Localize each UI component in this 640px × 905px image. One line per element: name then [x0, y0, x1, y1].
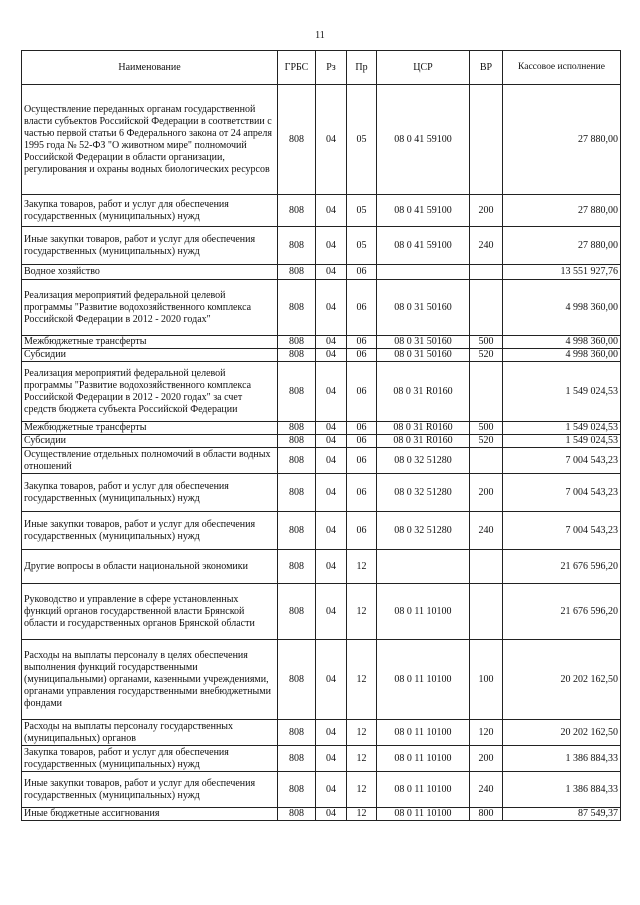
- cell-name: Другие вопросы в области национальной экономики: [22, 550, 278, 584]
- cell-vr: 200: [470, 746, 503, 772]
- cell-pr: 12: [347, 720, 377, 746]
- cell-vr: 240: [470, 227, 503, 265]
- cell-vr: [470, 550, 503, 584]
- cell-amount: 20 202 162,50: [503, 640, 621, 720]
- cell-vr: 520: [470, 435, 503, 448]
- cell-pr: 05: [347, 195, 377, 227]
- cell-pr: 12: [347, 584, 377, 640]
- cell-grbs: 808: [278, 512, 316, 550]
- cell-grbs: 808: [278, 265, 316, 280]
- cell-pr: 05: [347, 227, 377, 265]
- cell-pr: 06: [347, 448, 377, 474]
- cell-pr: 12: [347, 640, 377, 720]
- cell-rz: 04: [316, 362, 347, 422]
- cell-amount: 4 998 360,00: [503, 336, 621, 349]
- cell-rz: 04: [316, 349, 347, 362]
- cell-amount: 87 549,37: [503, 808, 621, 821]
- table-row: [22, 195, 621, 227]
- table-row: [22, 265, 621, 280]
- cell-grbs: 808: [278, 227, 316, 265]
- cell-name: Иные закупки товаров, работ и услуг для обеспечения государственных (муниципальных) нужд: [22, 512, 278, 550]
- cell-csr: 08 0 31 50160: [377, 280, 470, 336]
- cell-rz: 04: [316, 772, 347, 808]
- cell-rz: 04: [316, 512, 347, 550]
- cell-amount: 27 880,00: [503, 227, 621, 265]
- cell-name: Межбюджетные трансферты: [22, 336, 278, 349]
- cell-name: Закупка товаров, работ и услуг для обеспечения государственных (муниципальных) нужд: [22, 474, 278, 512]
- cell-name: Осуществление переданных органам государственной власти субъектов Российской Федерации в соответствии с частью первой статьи 6 Федерального закона от 24 апреля 1995 года № 52-ФЗ "О животном мире" полномочий Российской Федерации в области организации, регулирования и охраны водных биологических ресурсов: [22, 85, 278, 195]
- cell-grbs: 808: [278, 85, 316, 195]
- cell-name: Иные закупки товаров, работ и услуг для обеспечения государственных (муниципальных) нужд: [22, 227, 278, 265]
- cell-rz: 04: [316, 808, 347, 821]
- cell-name: Межбюджетные трансферты: [22, 422, 278, 435]
- cell-amount: 1 386 884,33: [503, 746, 621, 772]
- cell-pr: 05: [347, 85, 377, 195]
- cell-name: Осуществление отдельных полномочий в области водных отношений: [22, 448, 278, 474]
- table-row: [22, 349, 621, 362]
- cell-grbs: 808: [278, 772, 316, 808]
- cell-rz: 04: [316, 550, 347, 584]
- cell-name: Иные бюджетные ассигнования: [22, 808, 278, 821]
- cell-csr: 08 0 31 R0160: [377, 435, 470, 448]
- cell-rz: 04: [316, 584, 347, 640]
- header-grbs: ГРБС: [278, 51, 316, 85]
- cell-csr: 08 0 11 10100: [377, 772, 470, 808]
- cell-name: Расходы на выплаты персоналу в целях обеспечения выполнения функций государственными (муниципальными) органами, казенными учреждениями, органами управления государственными внебюджетными фондами: [22, 640, 278, 720]
- cell-rz: 04: [316, 640, 347, 720]
- cell-vr: 500: [470, 422, 503, 435]
- header-amount: Кассовое исполнение: [503, 51, 621, 85]
- header-pr: Пр: [347, 51, 377, 85]
- cell-rz: 04: [316, 746, 347, 772]
- cell-name: Расходы на выплаты персоналу государственных (муниципальных) органов: [22, 720, 278, 746]
- cell-amount: 20 202 162,50: [503, 720, 621, 746]
- cell-rz: 04: [316, 720, 347, 746]
- cell-amount: 1 549 024,53: [503, 435, 621, 448]
- cell-pr: 12: [347, 746, 377, 772]
- cell-amount: 7 004 543,23: [503, 448, 621, 474]
- cell-amount: 4 998 360,00: [503, 280, 621, 336]
- cell-rz: 04: [316, 422, 347, 435]
- cell-csr: 08 0 32 51280: [377, 474, 470, 512]
- table-row: [22, 336, 621, 349]
- header-name: Наименование: [22, 51, 278, 85]
- cell-amount: 1 549 024,53: [503, 362, 621, 422]
- cell-pr: 06: [347, 280, 377, 336]
- table-row: [22, 640, 621, 720]
- cell-pr: 06: [347, 435, 377, 448]
- table-row: [22, 85, 621, 195]
- cell-csr: [377, 550, 470, 584]
- cell-grbs: 808: [278, 474, 316, 512]
- cell-csr: 08 0 31 50160: [377, 349, 470, 362]
- cell-rz: 04: [316, 280, 347, 336]
- cell-name: Иные закупки товаров, работ и услуг для обеспечения государственных (муниципальных) нужд: [22, 772, 278, 808]
- cell-rz: 04: [316, 435, 347, 448]
- table-row: [22, 422, 621, 435]
- table-row: [22, 448, 621, 474]
- cell-name: Реализация мероприятий федеральной целевой программы "Развитие водохозяйственного комплекса Российской Федерации в 2012 - 2020 годах" за счет средств бюджета субъекта Российской Федерации: [22, 362, 278, 422]
- cell-grbs: 808: [278, 349, 316, 362]
- cell-csr: 08 0 32 51280: [377, 512, 470, 550]
- header-rz: Рз: [316, 51, 347, 85]
- cell-rz: 04: [316, 448, 347, 474]
- cell-vr: 520: [470, 349, 503, 362]
- table-row: [22, 550, 621, 584]
- cell-pr: 06: [347, 336, 377, 349]
- cell-rz: 04: [316, 85, 347, 195]
- cell-pr: 12: [347, 550, 377, 584]
- cell-pr: 12: [347, 808, 377, 821]
- cell-grbs: 808: [278, 336, 316, 349]
- cell-amount: 21 676 596,20: [503, 584, 621, 640]
- cell-vr: [470, 280, 503, 336]
- cell-vr: 200: [470, 474, 503, 512]
- table-row: [22, 435, 621, 448]
- cell-grbs: 808: [278, 435, 316, 448]
- cell-vr: [470, 584, 503, 640]
- table-row: [22, 280, 621, 336]
- cell-rz: 04: [316, 227, 347, 265]
- cell-pr: 06: [347, 265, 377, 280]
- cell-vr: [470, 265, 503, 280]
- cell-vr: 800: [470, 808, 503, 821]
- cell-grbs: 808: [278, 550, 316, 584]
- cell-grbs: 808: [278, 280, 316, 336]
- cell-grbs: 808: [278, 720, 316, 746]
- cell-pr: 12: [347, 772, 377, 808]
- cell-vr: 500: [470, 336, 503, 349]
- cell-vr: 240: [470, 772, 503, 808]
- table-row: [22, 720, 621, 746]
- header-vr: ВР: [470, 51, 503, 85]
- cell-grbs: 808: [278, 640, 316, 720]
- cell-rz: 04: [316, 265, 347, 280]
- cell-amount: 21 676 596,20: [503, 550, 621, 584]
- cell-csr: 08 0 11 10100: [377, 808, 470, 821]
- cell-name: Закупка товаров, работ и услуг для обеспечения государственных (муниципальных) нужд: [22, 746, 278, 772]
- cell-rz: 04: [316, 195, 347, 227]
- cell-amount: 27 880,00: [503, 85, 621, 195]
- table-header-row: [22, 51, 621, 85]
- cell-csr: 08 0 31 50160: [377, 336, 470, 349]
- table-row: [22, 772, 621, 808]
- cell-vr: 100: [470, 640, 503, 720]
- cell-pr: 06: [347, 362, 377, 422]
- cell-vr: 240: [470, 512, 503, 550]
- cell-grbs: 808: [278, 362, 316, 422]
- cell-csr: 08 0 11 10100: [377, 640, 470, 720]
- cell-csr: 08 0 31 R0160: [377, 362, 470, 422]
- cell-vr: [470, 448, 503, 474]
- cell-grbs: 808: [278, 195, 316, 227]
- cell-csr: 08 0 11 10100: [377, 746, 470, 772]
- cell-vr: 200: [470, 195, 503, 227]
- cell-csr: 08 0 11 10100: [377, 720, 470, 746]
- cell-pr: 06: [347, 474, 377, 512]
- cell-grbs: 808: [278, 422, 316, 435]
- cell-name: Субсидии: [22, 349, 278, 362]
- cell-grbs: 808: [278, 584, 316, 640]
- cell-rz: 04: [316, 336, 347, 349]
- table-row: [22, 746, 621, 772]
- page-number: 11: [315, 30, 325, 41]
- cell-amount: 1 386 884,33: [503, 772, 621, 808]
- budget-table: [21, 50, 621, 821]
- cell-name: Водное хозяйство: [22, 265, 278, 280]
- cell-csr: 08 0 11 10100: [377, 584, 470, 640]
- cell-pr: 06: [347, 422, 377, 435]
- cell-csr: 08 0 31 R0160: [377, 422, 470, 435]
- cell-rz: 04: [316, 474, 347, 512]
- cell-grbs: 808: [278, 448, 316, 474]
- cell-amount: 27 880,00: [503, 195, 621, 227]
- cell-pr: 06: [347, 512, 377, 550]
- header-csr: ЦСР: [377, 51, 470, 85]
- table-row: [22, 584, 621, 640]
- cell-pr: 06: [347, 349, 377, 362]
- cell-amount: 7 004 543,23: [503, 512, 621, 550]
- cell-csr: 08 0 41 59100: [377, 195, 470, 227]
- cell-vr: [470, 362, 503, 422]
- cell-csr: [377, 265, 470, 280]
- cell-vr: [470, 85, 503, 195]
- table-row: [22, 362, 621, 422]
- cell-vr: 120: [470, 720, 503, 746]
- cell-grbs: 808: [278, 746, 316, 772]
- cell-amount: 13 551 927,76: [503, 265, 621, 280]
- table-row: [22, 227, 621, 265]
- cell-csr: 08 0 41 59100: [377, 85, 470, 195]
- cell-csr: 08 0 32 51280: [377, 448, 470, 474]
- cell-grbs: 808: [278, 808, 316, 821]
- table-row: [22, 512, 621, 550]
- cell-amount: 4 998 360,00: [503, 349, 621, 362]
- cell-name: Субсидии: [22, 435, 278, 448]
- cell-csr: 08 0 41 59100: [377, 227, 470, 265]
- cell-amount: 1 549 024,53: [503, 422, 621, 435]
- cell-name: Реализация мероприятий федеральной целевой программы "Развитие водохозяйственного комплекса Российской Федерации в 2012 - 2020 годах": [22, 280, 278, 336]
- table-row: [22, 474, 621, 512]
- table-row: [22, 808, 621, 821]
- cell-name: Закупка товаров, работ и услуг для обеспечения государственных (муниципальных) нужд: [22, 195, 278, 227]
- cell-amount: 7 004 543,23: [503, 474, 621, 512]
- cell-name: Руководство и управление в сфере установленных функций органов государственной власти Брянской области и государственных органов Брянской области: [22, 584, 278, 640]
